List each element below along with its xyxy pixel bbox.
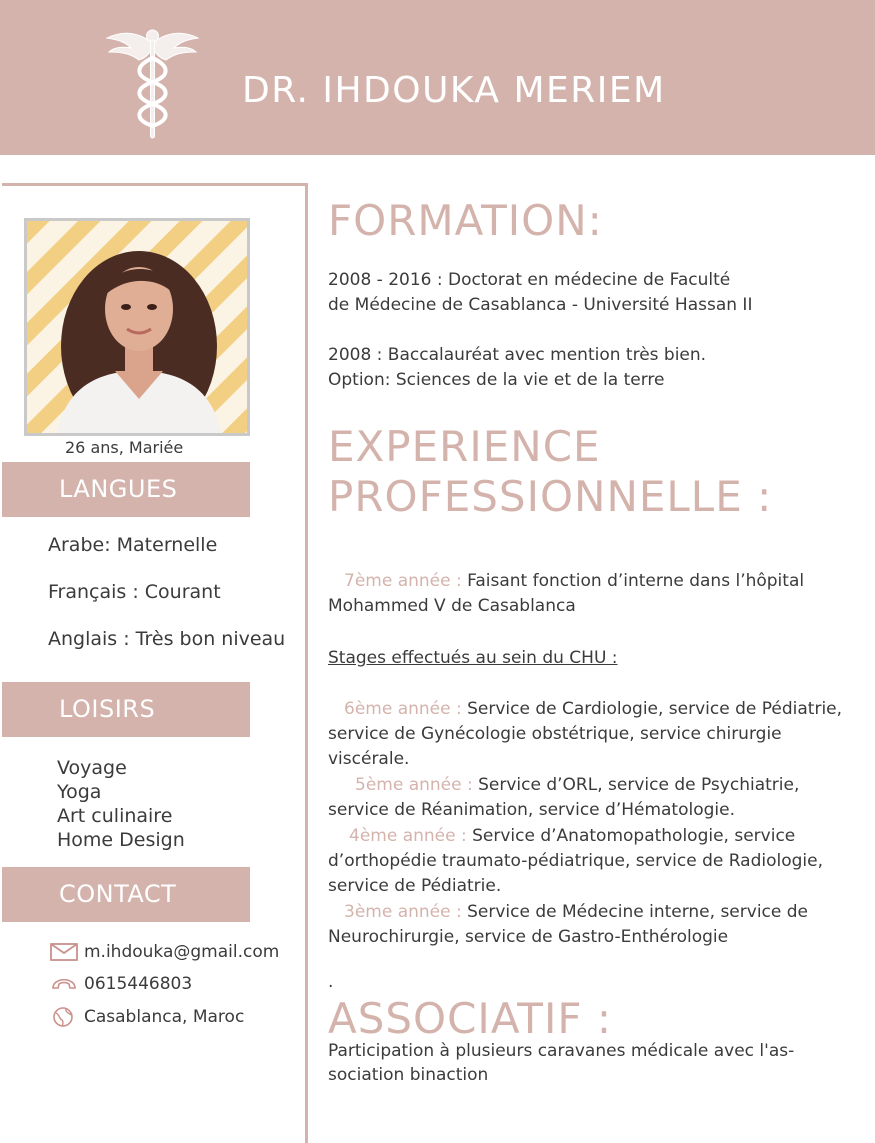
contact-phone[interactable] — [50, 974, 192, 994]
location-text: Casablanca, Maroc — [84, 1007, 245, 1027]
stage-line: viscérale. — [328, 749, 410, 769]
stray-dot: . — [328, 972, 334, 992]
age-status: 26 ans, Mariée — [65, 438, 184, 457]
doctor-name: DR. IHDOUKA MERIEM — [242, 70, 666, 111]
loisirs-header: LOISIRS — [2, 682, 250, 737]
stage-text: Service de Médecine interne, service de — [467, 902, 808, 922]
stage-text: Service d’Anatomopathologie, service — [472, 826, 796, 846]
language-item: Arabe: Maternelle — [48, 534, 218, 556]
contact-email[interactable] — [50, 942, 279, 962]
contact-header: CONTACT — [2, 867, 250, 922]
experience-text: Faisant fonction d’interne dans l’hôpital — [467, 571, 805, 591]
stage-4th-year — [349, 824, 795, 849]
stage-text: Service de Cardiologie, service de Pédiatrie, — [467, 699, 843, 719]
stage-line: service de Pédiatrie. — [328, 876, 502, 896]
mail-icon — [50, 943, 78, 961]
associatif-title: ASSOCIATIF : — [328, 994, 612, 1043]
langues-header: LANGUES — [2, 462, 250, 517]
hobby-item: Art culinaire — [57, 805, 173, 827]
stage-text: Service d’ORL, service de Psychiatrie, — [478, 775, 800, 795]
formation-title: FORMATION: — [328, 196, 603, 245]
stage-6th-year — [344, 697, 842, 722]
email-text[interactable]: m.ihdouka@gmail.com — [84, 942, 280, 962]
year-label: 3ème année : — [344, 902, 462, 922]
year-label: 7ème année : — [344, 571, 462, 591]
stages-title: Stages effectués au sein du CHU : — [328, 648, 618, 668]
associatif-line: sociation binaction — [328, 1065, 489, 1085]
hobby-item: Yoga — [57, 781, 102, 803]
year-label: 4ème année : — [349, 826, 467, 846]
caduceus-icon — [105, 22, 200, 140]
year-label: 6ème année : — [344, 699, 462, 719]
stage-3rd-year — [344, 900, 808, 925]
hobby-item: Home Design — [57, 829, 185, 851]
formation-line: de Médecine de Casablanca - Université Hassan II — [328, 295, 753, 315]
formation-line: Option: Sciences de la vie et de la terre — [328, 370, 665, 390]
globe-icon — [50, 1006, 78, 1028]
phone-icon — [50, 975, 78, 993]
language-item: Anglais : Très bon niveau — [48, 628, 286, 650]
year-label: 5ème année : — [355, 775, 473, 795]
experience-title-2: PROFESSIONNELLE : — [328, 472, 773, 521]
experience-line: Mohammed V de Casablanca — [328, 596, 576, 616]
experience-7th-year — [344, 569, 804, 594]
experience-title: EXPERIENCE — [328, 422, 601, 471]
stage-line: d’orthopédie traumato-pédiatrique, service de Radiologie, — [328, 851, 824, 871]
profile-photo — [24, 218, 250, 436]
hobby-item: Voyage — [57, 757, 127, 779]
stage-5th-year — [355, 773, 799, 798]
associatif-line: Participation à plusieurs caravanes médicale avec l'as- — [328, 1041, 795, 1061]
header-banner — [0, 0, 875, 155]
stage-line: service de Réanimation, service d’Hématologie. — [328, 800, 736, 820]
stage-line: Neurochirurgie, service de Gastro-Enthérologie — [328, 927, 729, 947]
formation-line: 2008 - 2016 : Doctorat en médecine de Faculté — [328, 270, 731, 290]
contact-location — [50, 1006, 244, 1028]
stage-line: service de Gynécologie obstétrique, service chirurgie — [328, 724, 782, 744]
phone-text[interactable]: 0615446803 — [84, 974, 193, 994]
language-item: Français : Courant — [48, 581, 221, 603]
formation-line: 2008 : Baccalauréat avec mention très bien. — [328, 345, 707, 365]
